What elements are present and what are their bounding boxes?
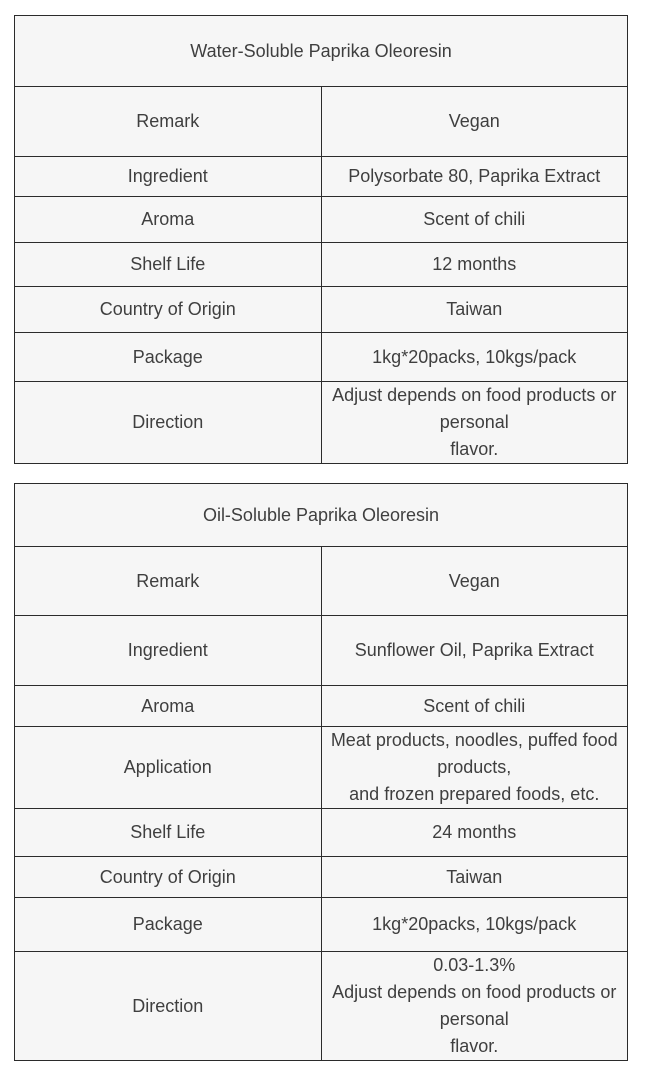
table-row (15, 857, 628, 898)
row-label-aroma: Aroma (15, 686, 322, 727)
row-value-application: Meat products, noodles, puffed food products, and frozen prepared foods, etc. (321, 727, 628, 809)
row-label-country-of-origin: Country of Origin (15, 857, 322, 898)
table-row (15, 898, 628, 952)
row-value-aroma: Scent of chili (321, 197, 628, 243)
row-label-shelf-life: Shelf Life (15, 809, 322, 857)
table-row (15, 616, 628, 686)
row-label-direction: Direction (15, 382, 322, 464)
row-value-ingredient: Polysorbate 80, Paprika Extract (321, 157, 628, 197)
table-row (15, 333, 628, 382)
row-value-remark: Vegan (321, 87, 628, 157)
row-value-shelf-life: 24 months (321, 809, 628, 857)
row-value-country-of-origin: Taiwan (321, 857, 628, 898)
row-label-ingredient: Ingredient (15, 157, 322, 197)
row-label-application: Application (15, 727, 322, 809)
table-title-row (15, 16, 628, 87)
table-title: Oil-Soluble Paprika Oleoresin (15, 484, 628, 547)
table-row (15, 197, 628, 243)
row-value-country-of-origin: Taiwan (321, 287, 628, 333)
table-row (15, 809, 628, 857)
row-value-direction: 0.03-1.3% Adjust depends on food products or personal flavor. (321, 952, 628, 1061)
table-title-row (15, 484, 628, 547)
table-row (15, 547, 628, 616)
row-label-ingredient: Ingredient (15, 616, 322, 686)
row-label-aroma: Aroma (15, 197, 322, 243)
table-row (15, 727, 628, 809)
row-value-package: 1kg*20packs, 10kgs/pack (321, 333, 628, 382)
row-label-direction: Direction (15, 952, 322, 1061)
row-label-package: Package (15, 898, 322, 952)
row-label-package: Package (15, 333, 322, 382)
table-row (15, 382, 628, 464)
row-label-shelf-life: Shelf Life (15, 243, 322, 287)
row-value-shelf-life: 12 months (321, 243, 628, 287)
water-soluble-spec-table (14, 15, 628, 464)
table-row (15, 287, 628, 333)
row-value-ingredient: Sunflower Oil, Paprika Extract (321, 616, 628, 686)
table-row (15, 686, 628, 727)
table-row (15, 87, 628, 157)
table-row (15, 243, 628, 287)
table-row (15, 952, 628, 1061)
table-row (15, 157, 628, 197)
row-value-direction: Adjust depends on food products or personal flavor. (321, 382, 628, 464)
oil-soluble-spec-table (14, 483, 628, 1061)
row-value-package: 1kg*20packs, 10kgs/pack (321, 898, 628, 952)
row-value-remark: Vegan (321, 547, 628, 616)
table-title: Water-Soluble Paprika Oleoresin (15, 16, 628, 87)
row-label-remark: Remark (15, 547, 322, 616)
row-label-country-of-origin: Country of Origin (15, 287, 322, 333)
row-label-remark: Remark (15, 87, 322, 157)
row-value-aroma: Scent of chili (321, 686, 628, 727)
